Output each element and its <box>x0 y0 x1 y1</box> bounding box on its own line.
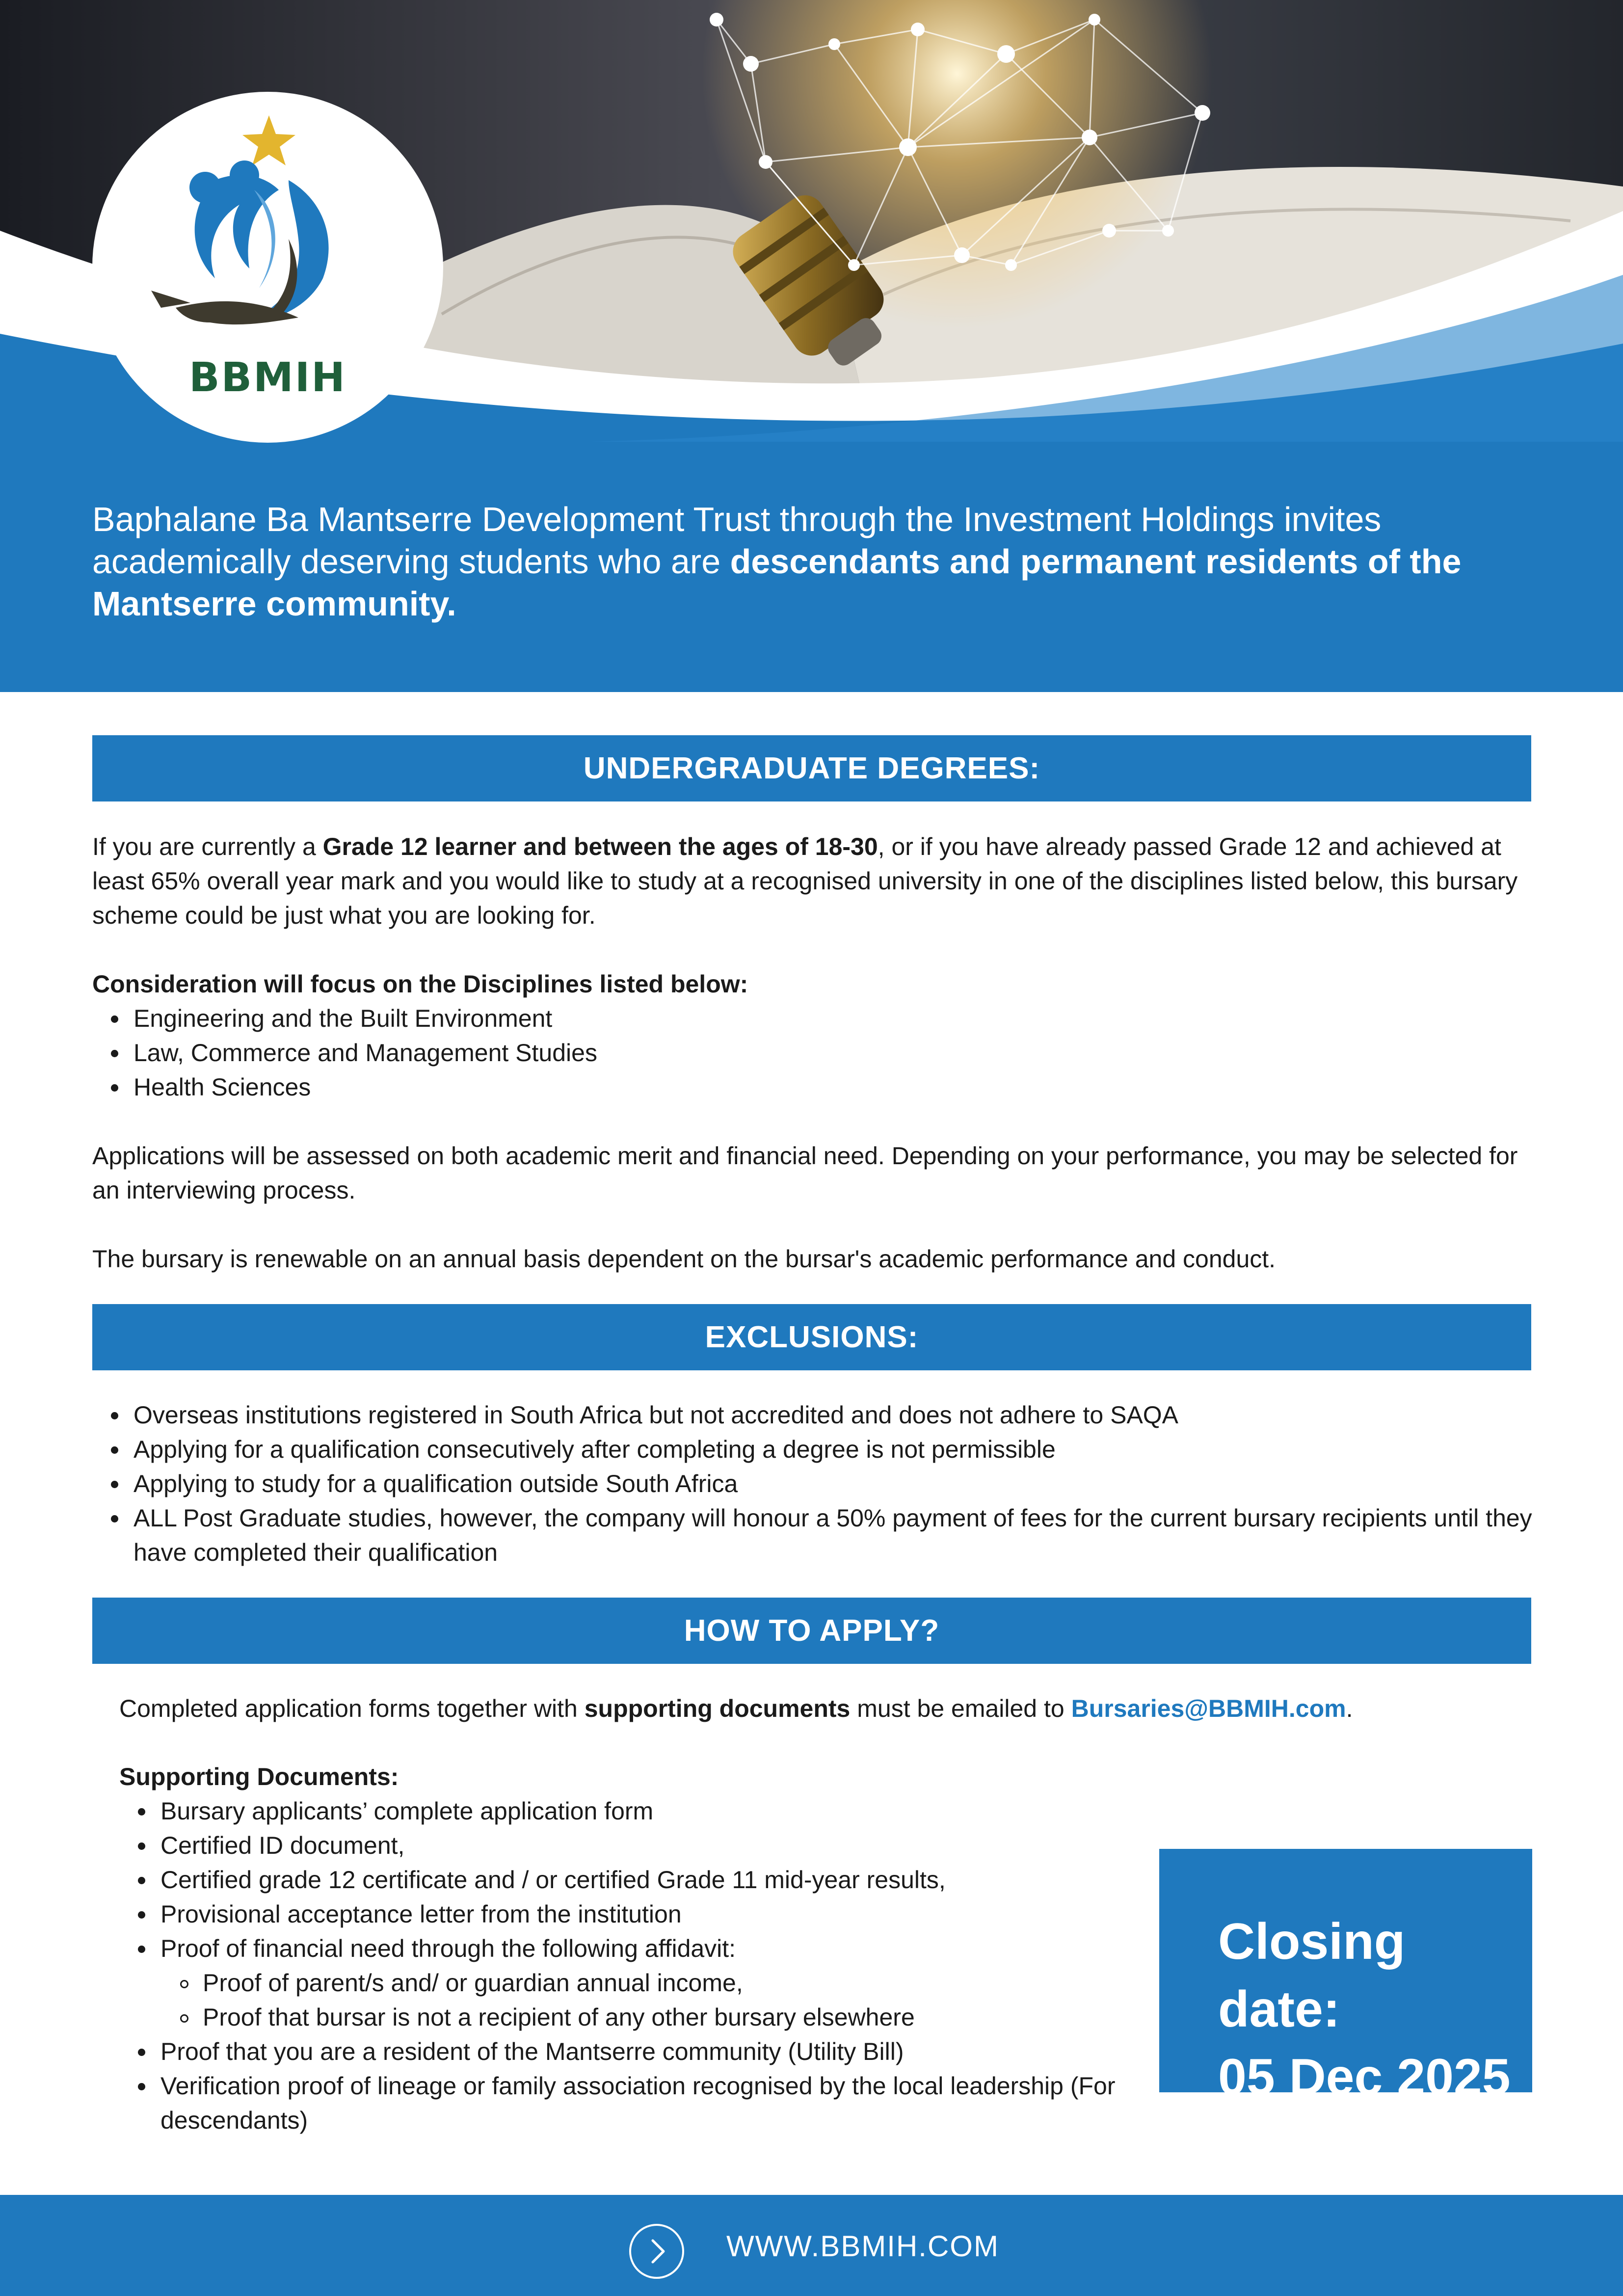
list-item: Proof that you are a resident of the Mantserre community (Utility Bill) <box>119 2034 1140 2069</box>
apply-line-end: . <box>1346 1695 1353 1722</box>
list-item: Verification proof of lineage or family association recognised by the local leadership (For descendants) <box>119 2069 1140 2137</box>
list-item: Engineering and the Built Environment <box>92 1001 1535 1036</box>
list-item: Certified grade 12 certificate and / or certified Grade 11 mid-year results, <box>119 1863 1140 1897</box>
intro-regular: Baphalane Ba Mantserre Development Trust through the Investment Holdings invites academically deserving students who are <box>92 500 1382 581</box>
apply-line-mid: must be emailed to <box>850 1695 1071 1722</box>
apply-instructions <box>119 1691 1562 1726</box>
logo-badge <box>92 92 443 443</box>
list-item: Law, Commerce and Management Studies <box>92 1036 1535 1070</box>
p1-start: If you are currently a <box>92 833 323 860</box>
disciplines-block <box>92 967 1535 1104</box>
undergrad-paragraph-1 <box>92 829 1535 933</box>
hero-banner <box>0 0 1623 692</box>
list-item: Applying for a qualification consecutively after completing a degree is not permissible <box>92 1432 1535 1467</box>
sub-list-item: Proof that bursar is not a recipient of any other bursary elsewhere <box>119 2000 1140 2034</box>
email-link[interactable]: Bursaries@BBMIH.com <box>1071 1695 1346 1722</box>
footer <box>0 2195 1623 2296</box>
p1-end: , or if you have already passed Grade 12 and achieved at least 65% overall year mark and you would like to study at a recognised university in one of the disciplines listed below, this bursary scheme could be just what you are looking for. <box>92 833 1518 929</box>
logo-text: BBMIH <box>189 354 346 401</box>
chevron-right-circle-icon[interactable] <box>629 2224 684 2279</box>
apply-line-start: Completed application forms together with <box>119 1695 585 1722</box>
exclusions-list <box>92 1398 1535 1570</box>
p1-bold: Grade 12 learner and between the ages of 18-30 <box>322 833 878 860</box>
undergrad-paragraph-3: The bursary is renewable on an annual basis dependent on the bursar's academic performance and conduct. <box>92 1245 1276 1273</box>
list-item: Certified ID document, <box>119 1828 1140 1863</box>
disciplines-heading: Consideration will focus on the Disciplines listed below: <box>92 970 748 998</box>
list-item: Provisional acceptance letter from the institution <box>119 1897 1140 1931</box>
closing-date-box <box>1159 1849 1532 2106</box>
list-item: ALL Post Graduate studies, however, the company will honour a 50% payment of fees for the current bursary recipients until they have completed their qualification <box>92 1501 1535 1570</box>
disciplines-list <box>92 1001 1535 1104</box>
intro-text <box>92 498 1516 625</box>
closing-date-label: Closing date: <box>1218 1913 1406 2038</box>
website-link[interactable]: WWW.BBMIH.COM <box>726 2230 999 2263</box>
supporting-docs-block <box>119 1760 1140 2137</box>
list-item: Bursary applicants’ complete application form <box>119 1794 1140 1828</box>
undergrad-paragraph-2: Applications will be assessed on both academic merit and financial need. Depending on your performance, you may be selected for an interviewing process. <box>92 1142 1518 1204</box>
closing-date-value: 05 Dec 2025 <box>1218 2049 1511 2106</box>
exclusions-block <box>92 1398 1535 1570</box>
apply-heading: HOW TO APPLY? <box>92 1598 1531 1664</box>
undergrad-heading: UNDERGRADUATE DEGREES: <box>92 735 1531 801</box>
sub-list-item: Proof of parent/s and/ or guardian annual income, <box>119 1966 1140 2000</box>
exclusions-heading: EXCLUSIONS: <box>92 1304 1531 1370</box>
list-item: Health Sciences <box>92 1070 1535 1104</box>
intro-bold: descendants and permanent residents of the Mantserre community. <box>92 542 1462 623</box>
supporting-docs-heading: Supporting Documents: <box>119 1763 399 1790</box>
list-item: Proof of financial need through the following affidavit: <box>119 1931 1140 1966</box>
list-item: Overseas institutions registered in South Africa but not accredited and does not adhere to SAQA <box>92 1398 1535 1432</box>
apply-line-bold: supporting documents <box>584 1695 851 1722</box>
list-item: Applying to study for a qualification outside South Africa <box>92 1467 1535 1501</box>
supporting-docs-list <box>119 1794 1140 2137</box>
